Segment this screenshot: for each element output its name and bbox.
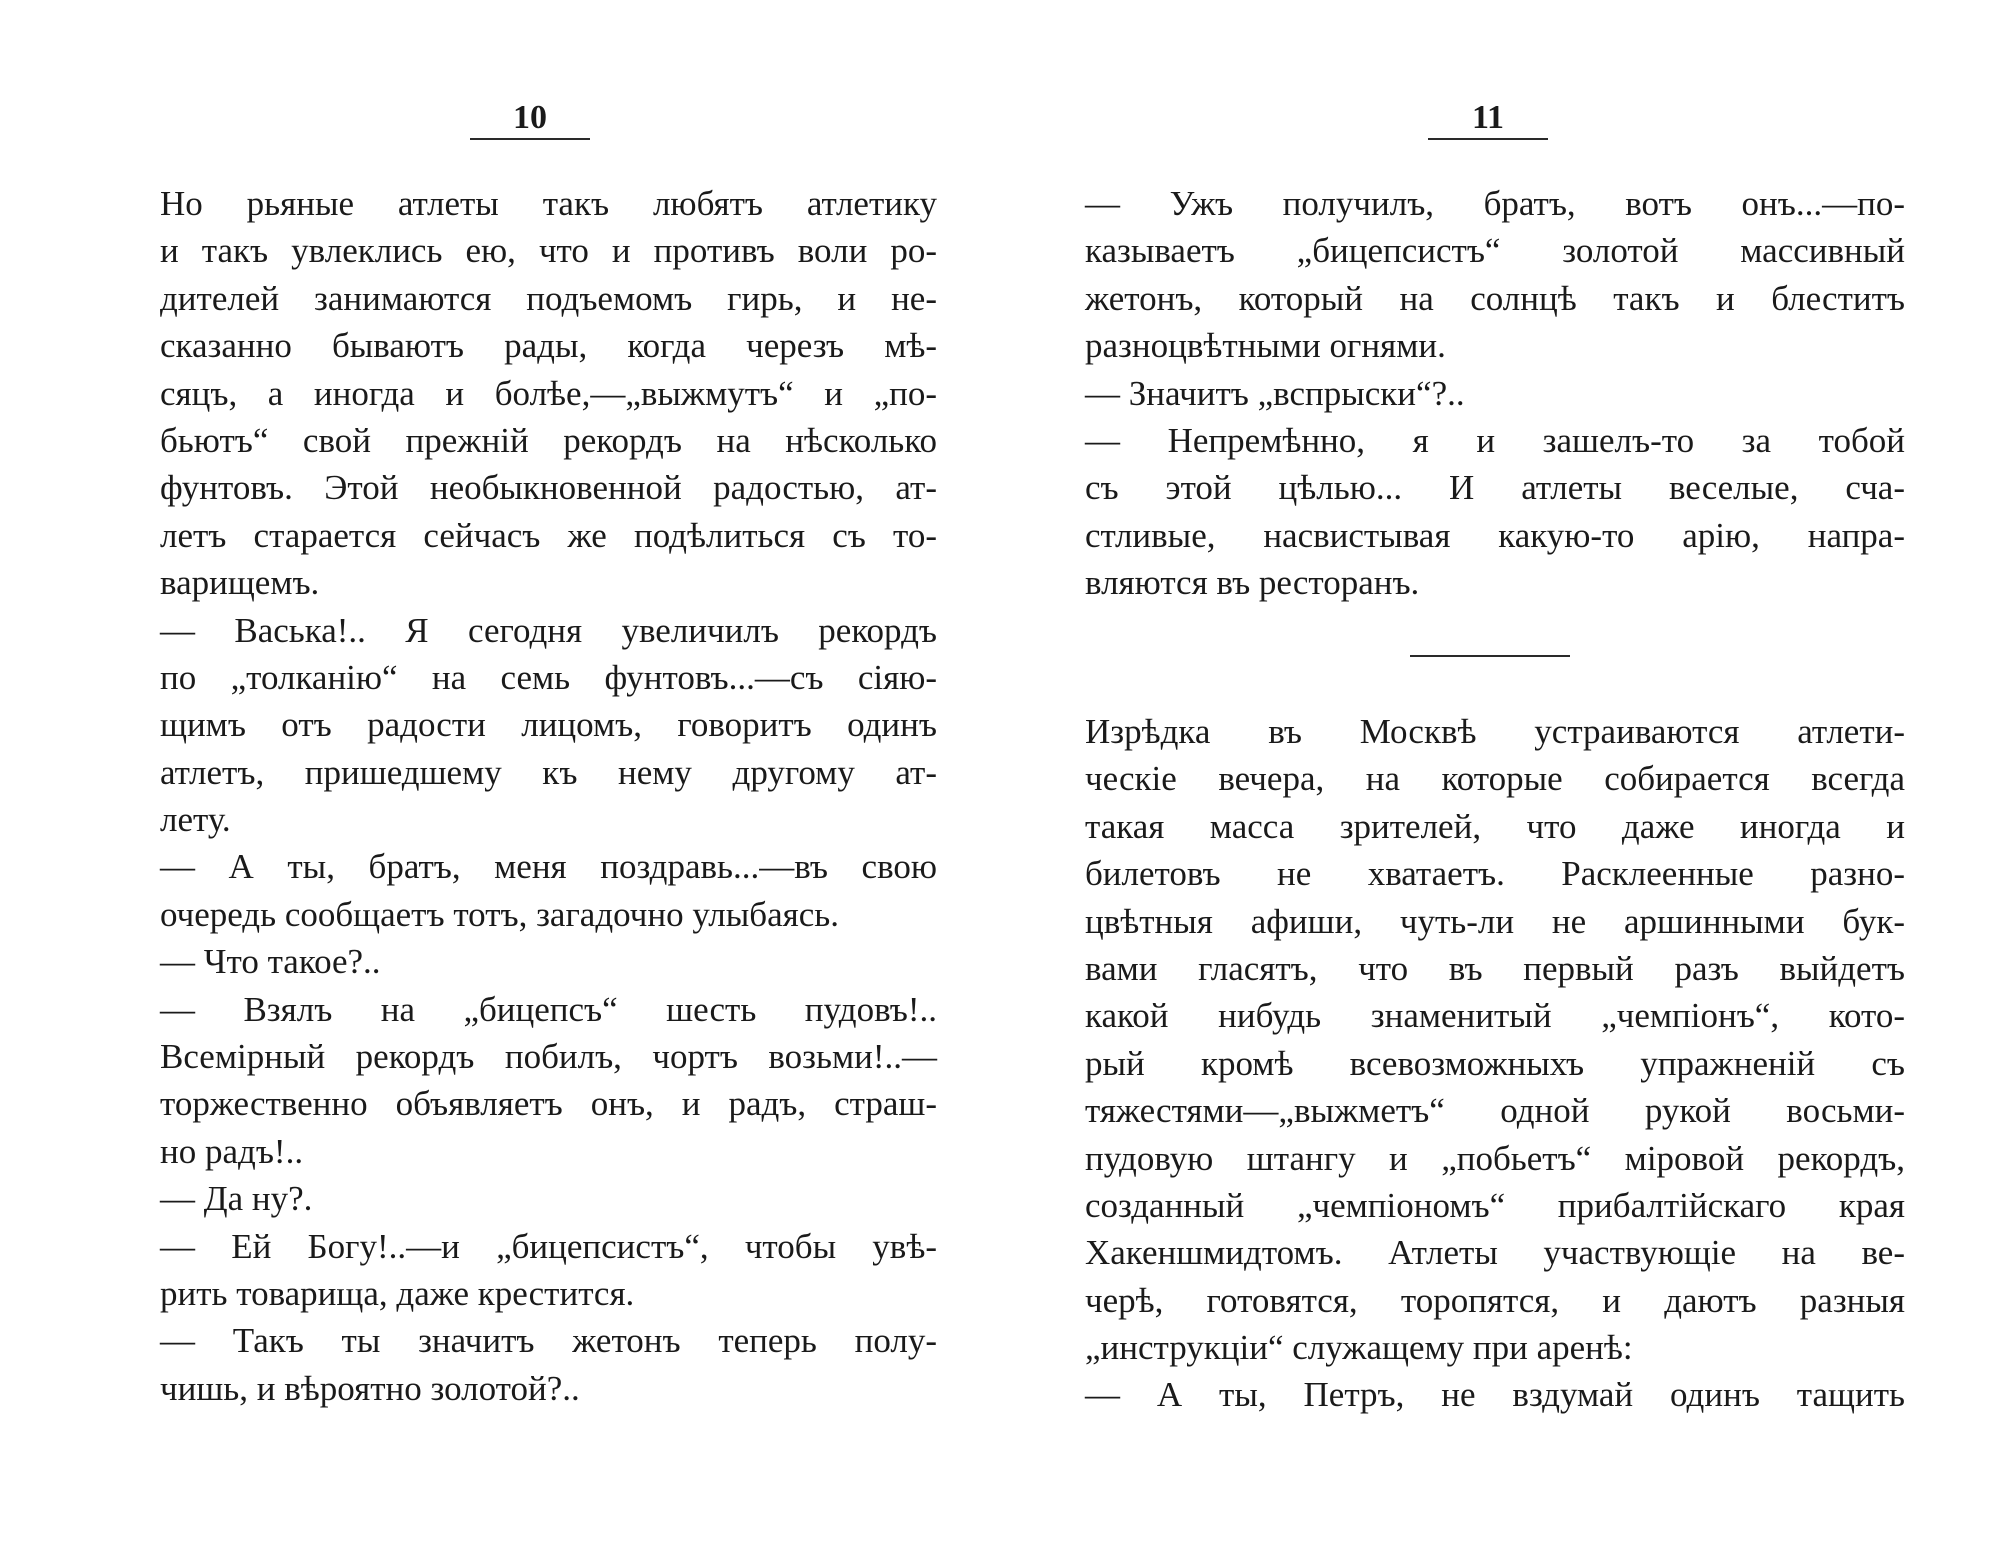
text-line: разноцвѣтными огнями. — [1085, 326, 1446, 366]
text-line: созданный „чемпіономъ“ прибалтійскаго края — [1085, 1185, 1905, 1225]
text-line: но радъ!.. — [160, 1131, 304, 1171]
page-number: 11 — [1471, 99, 1505, 136]
text-line: — Что такое?.. — [160, 942, 381, 982]
text-line: сяцъ, а иногда и болѣе,—„выжмутъ“ и „по- — [160, 373, 937, 413]
text-line: рить товарища, даже крестится. — [160, 1273, 635, 1313]
text-line: тяжестями—„выжметъ“ одной рукой восьми- — [1085, 1091, 1905, 1131]
text-line: вами гласятъ, что въ первый разъ выйдетъ — [1085, 948, 1905, 988]
text-line: — Ужъ получилъ, братъ, вотъ онъ...—по- — [1085, 184, 1905, 223]
text-line: сказанно бываютъ рады, когда черезъ мѣ- — [160, 326, 937, 366]
text-line: „инструкціи“ служащему при аренѣ: — [1085, 1328, 1633, 1368]
text-line: какой нибудь знаменитый „чемпіонъ“, кото- — [1085, 996, 1905, 1036]
text-line: Но рьяные атлеты такъ любятъ атлетику — [160, 184, 937, 223]
text-line: билетовъ не хватаетъ. Расклеенные разно- — [1085, 854, 1905, 894]
text-line: съ этой цѣлью... И атлеты веселые, сча- — [1085, 468, 1905, 508]
page-number: 10 — [513, 99, 547, 136]
text-line: пудовую штангу и „побьетъ“ міровой рекордъ, — [1085, 1138, 1905, 1178]
text-line: Изрѣдка въ Москвѣ устраиваются атлети- — [1085, 712, 1905, 751]
text-line: — Непремѣнно, я и зашелъ-то за тобой — [1085, 420, 1905, 460]
page-number-rule — [1428, 138, 1548, 140]
text-line: казываетъ „бицепсистъ“ золотой массивный — [1085, 231, 1905, 271]
text-line: — Васька!.. Я сегодня увеличилъ рекордъ — [160, 610, 937, 650]
text-line: летъ старается сейчасъ же подѣлиться съ то- — [160, 515, 937, 555]
text-line: рый кромѣ всевозможныхъ упражненій съ — [1085, 1043, 1905, 1083]
text-line: — Да ну?. — [160, 1179, 313, 1219]
right-page — [1000, 0, 2000, 1548]
text-line: атлетъ, пришедшему къ нему другому ат- — [160, 752, 937, 792]
text-line: лету. — [160, 800, 231, 840]
text-line: — Такъ ты значитъ жетонъ теперь полу- — [160, 1321, 937, 1361]
text-line: — А ты, Петръ, не вздумай одинъ тащить — [1085, 1375, 1905, 1415]
page-number-rule — [470, 138, 590, 140]
text-line: вляются въ ресторанъ. — [1085, 563, 1420, 603]
text-line: — Значитъ „вспрыски“?.. — [1085, 373, 1465, 413]
text-line: — А ты, братъ, меня поздравь...—въ свою — [160, 847, 937, 887]
text-line: цвѣтныя афиши, чуть-ли не аршинными бук- — [1085, 901, 1905, 941]
text-line: такая масса зрителей, что даже иногда и — [1085, 806, 1905, 846]
left-page-text — [160, 180, 937, 1412]
right-page-text-top — [1085, 180, 1905, 607]
section-divider — [1410, 655, 1570, 657]
text-line: чишь, и вѣроятно золотой?.. — [160, 1368, 580, 1408]
text-line: жетонъ, который на солнцѣ такъ и блеститъ — [1085, 278, 1905, 318]
text-line: бьютъ“ свой прежній рекордъ на нѣсколько — [160, 420, 937, 460]
text-line: по „толканію“ на семь фунтовъ...—съ сіяю- — [160, 657, 937, 697]
text-line: варищемъ. — [160, 563, 320, 603]
text-line: торжественно объявляетъ онъ, и радъ, страш- — [160, 1084, 937, 1124]
text-line: стливые, насвистывая какую-то арію, напра- — [1085, 515, 1905, 555]
text-line: — Ей Богу!..—и „бицепсистъ“, чтобы увѣ- — [160, 1226, 937, 1266]
text-line: Хакеншмидтомъ. Атлеты участвующіе на ве- — [1085, 1233, 1905, 1273]
text-line: дителей занимаются подъемомъ гирь, и не- — [160, 278, 937, 318]
text-line: очередь сообщаетъ тотъ, загадочно улыбаясь. — [160, 894, 839, 934]
text-line: ческіе вечера, на которые собирается всегда — [1085, 759, 1905, 799]
right-page-text-bottom — [1085, 708, 1905, 1419]
text-line: — Взялъ на „бицепсъ“ шесть пудовъ!.. — [160, 989, 937, 1029]
text-line: фунтовъ. Этой необыкновенной радостью, ат- — [160, 468, 937, 508]
text-line: Всемірный рекордъ побилъ, чортъ возьми!..— — [160, 1037, 937, 1077]
text-line: и такъ увлеклись ею, что и противъ воли ро- — [160, 231, 937, 271]
text-line: черѣ, готовятся, торопятся, и даютъ разныя — [1085, 1280, 1905, 1320]
text-line: щимъ отъ радости лицомъ, говоритъ одинъ — [160, 705, 937, 745]
